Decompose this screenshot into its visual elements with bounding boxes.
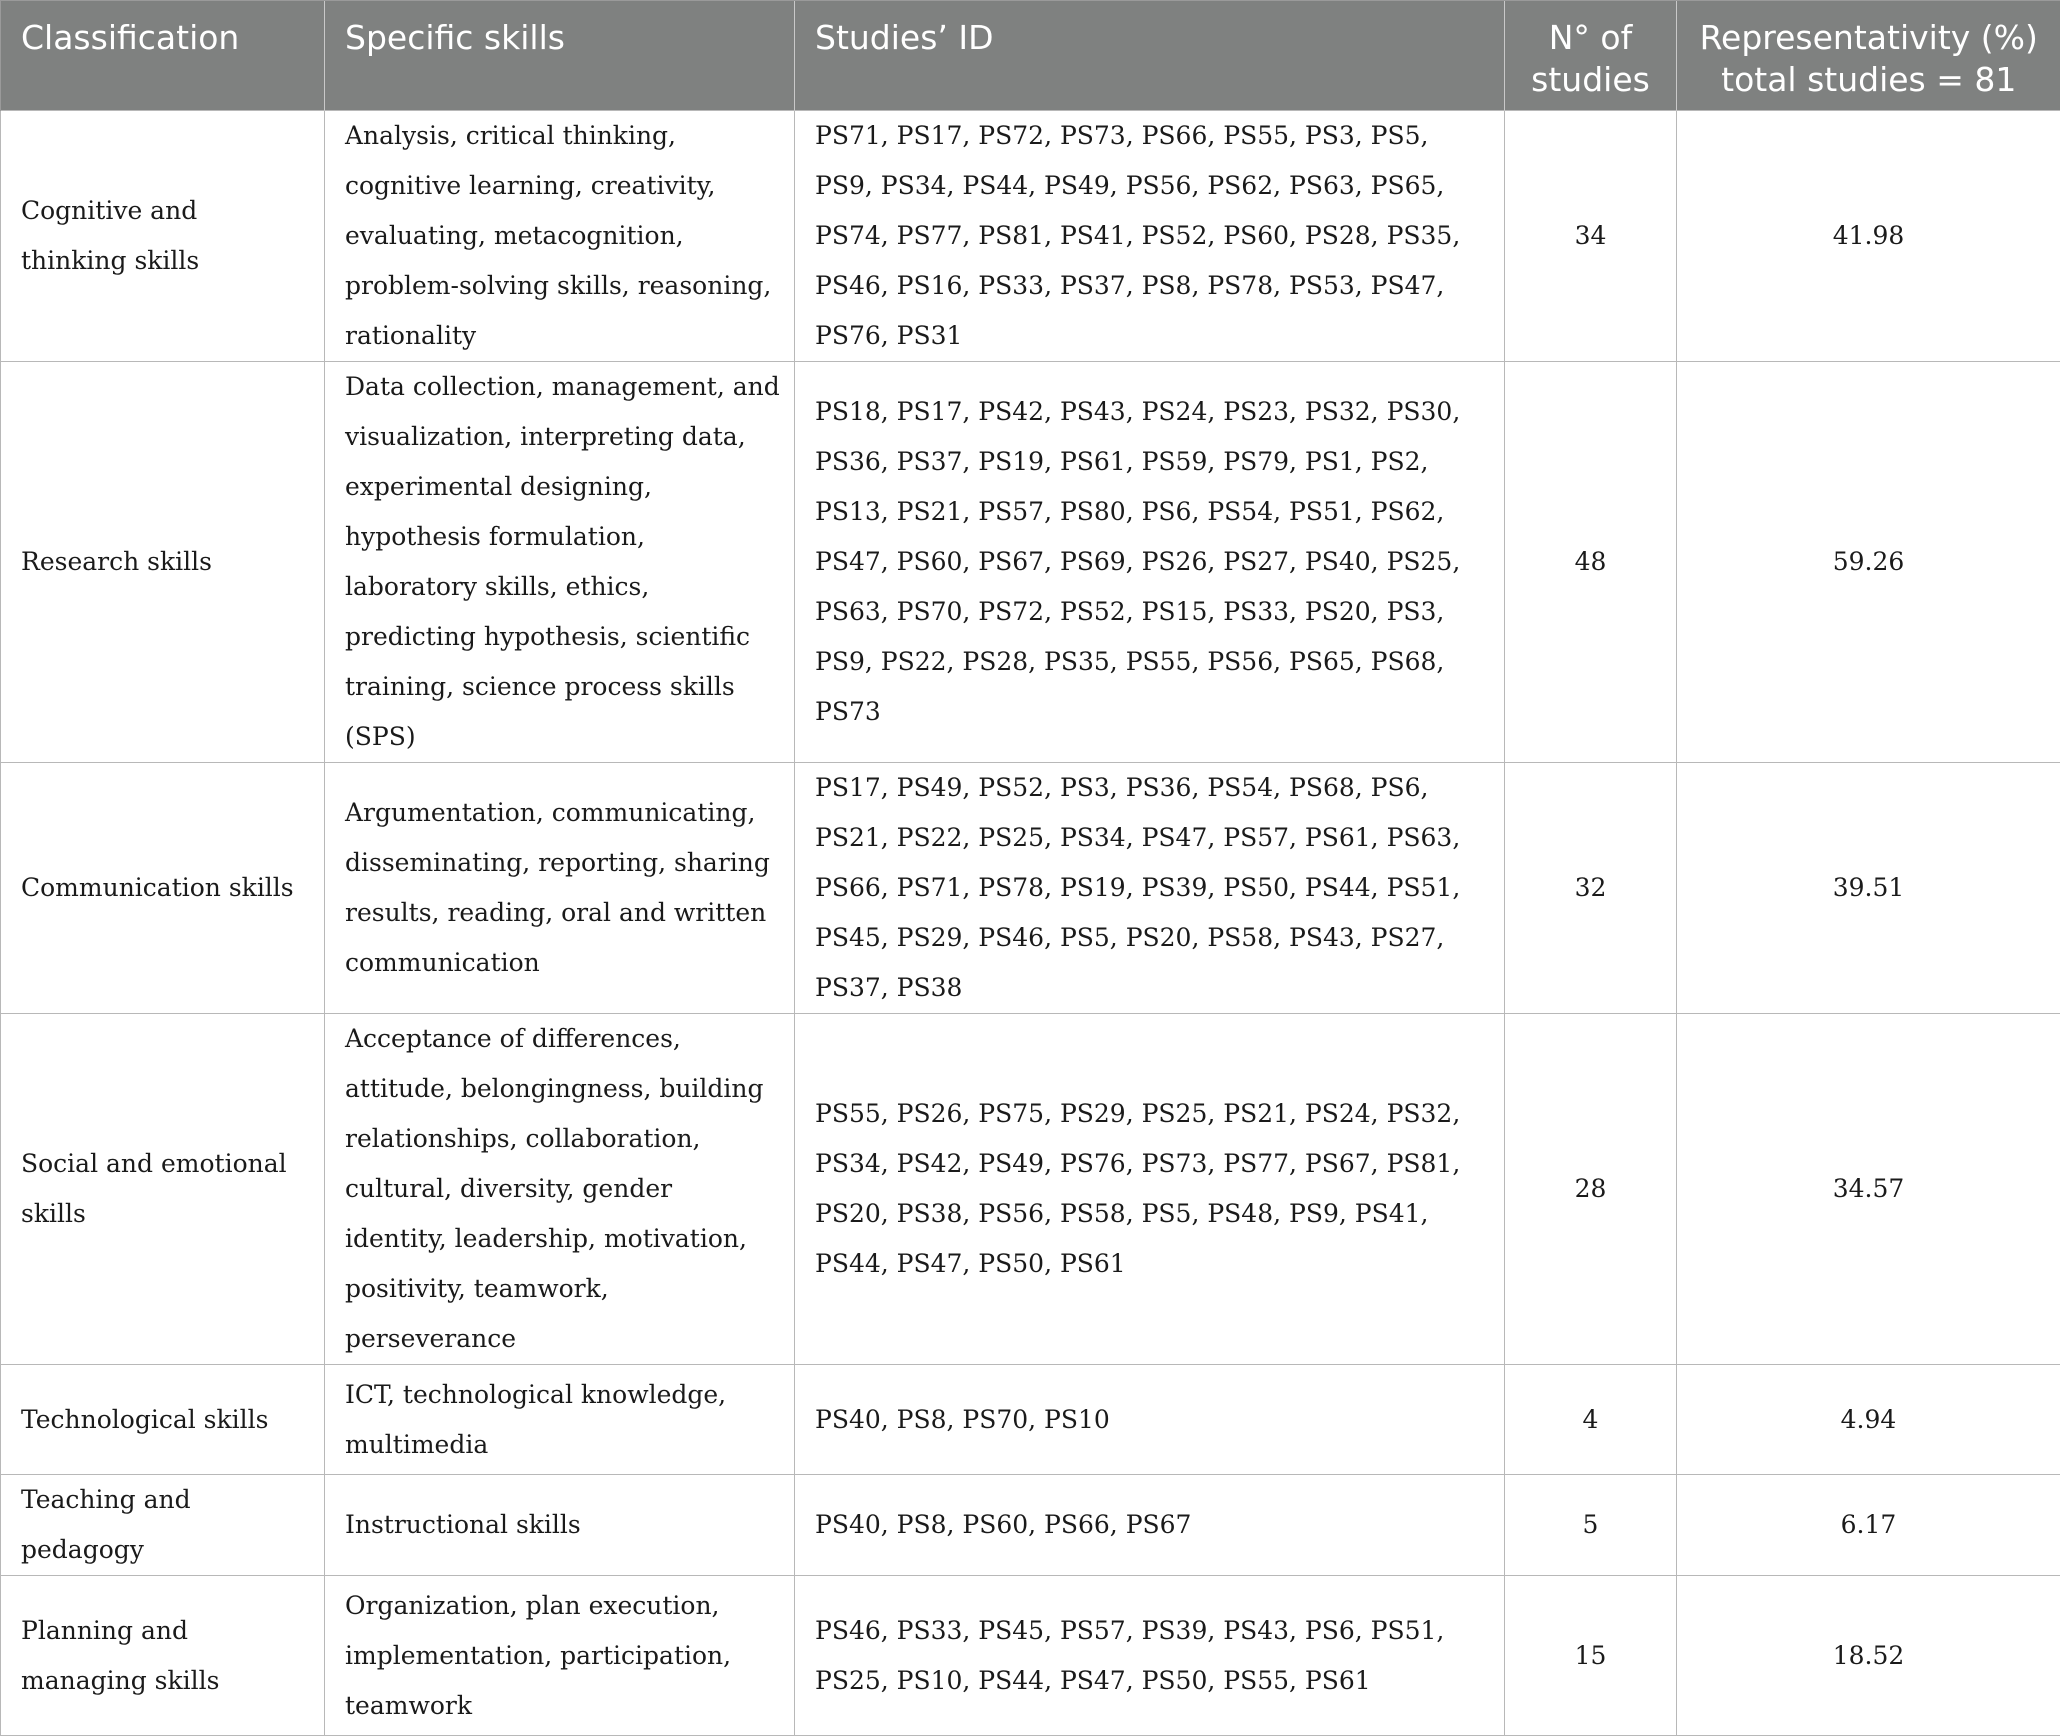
header-n-studies-line2: studies <box>1525 59 1656 101</box>
cell-classification: Social and emotional skills <box>1 1014 325 1365</box>
cell-studies-id: PS17, PS49, PS52, PS3, PS36, PS54, PS68, PS6, PS21, PS22, PS25, PS34, PS47, PS57, PS61, PS63, PS66, PS71, PS78, PS19, PS39, PS50, PS44, PS51, PS45, PS29, PS46, PS5, PS20, PS58, PS43, PS27, PS37, PS38 <box>795 763 1505 1014</box>
cell-specific-skills: Data collection, management, and visualization, interpreting data, experimental designing, hypothesis formulation, laboratory skills, ethics, predicting hypothesis, scientific training, science process skills (SPS) <box>325 362 795 763</box>
cell-n-studies: 28 <box>1505 1014 1677 1365</box>
header-n-studies-line1: N° of <box>1525 17 1656 59</box>
cell-representativity: 18.52 <box>1677 1576 2060 1736</box>
table-row <box>1 1365 2060 1475</box>
cell-specific-skills: Analysis, critical thinking, cognitive learning, creativity, evaluating, metacognition, problem-solving skills, reasoning, rationality <box>325 111 795 362</box>
cell-specific-skills: Organization, plan execution, implementation, participation, teamwork <box>325 1576 795 1736</box>
cell-n-studies: 4 <box>1505 1365 1677 1475</box>
cell-representativity: 39.51 <box>1677 763 2060 1014</box>
cell-studies-id: PS71, PS17, PS72, PS73, PS66, PS55, PS3, PS5, PS9, PS34, PS44, PS49, PS56, PS62, PS63, PS65, PS74, PS77, PS81, PS41, PS52, PS60, PS28, PS35, PS46, PS16, PS33, PS37, PS8, PS78, PS53, PS47, PS76, PS31 <box>795 111 1505 362</box>
table-row <box>1 111 2060 362</box>
header-representativity-line1: Representativity (%) <box>1697 17 2041 59</box>
table-body <box>1 111 2060 1736</box>
cell-representativity: 6.17 <box>1677 1475 2060 1576</box>
cell-specific-skills: Instructional skills <box>325 1475 795 1576</box>
cell-representativity: 34.57 <box>1677 1014 2060 1365</box>
cell-studies-id: PS55, PS26, PS75, PS29, PS25, PS21, PS24, PS32, PS34, PS42, PS49, PS76, PS73, PS77, PS67, PS81, PS20, PS38, PS56, PS58, PS5, PS48, PS9, PS41, PS44, PS47, PS50, PS61 <box>795 1014 1505 1365</box>
cell-studies-id: PS46, PS33, PS45, PS57, PS39, PS43, PS6, PS51, PS25, PS10, PS44, PS47, PS50, PS55, PS61 <box>795 1576 1505 1736</box>
header-specific-skills: Specific skills <box>325 1 795 111</box>
cell-specific-skills: Acceptance of differences, attitude, belongingness, building relationships, collaboration, cultural, diversity, gender identity, leadership, motivation, positivity, teamwork, perseverance <box>325 1014 795 1365</box>
header-row <box>1 1 2060 111</box>
cell-classification: Teaching and pedagogy <box>1 1475 325 1576</box>
cell-representativity: 59.26 <box>1677 362 2060 763</box>
table-row <box>1 1576 2060 1736</box>
cell-specific-skills: ICT, technological knowledge, multimedia <box>325 1365 795 1475</box>
cell-representativity: 4.94 <box>1677 1365 2060 1475</box>
table-row <box>1 362 2060 763</box>
cell-classification: Research skills <box>1 362 325 763</box>
cell-classification: Cognitive and thinking skills <box>1 111 325 362</box>
table-row <box>1 1014 2060 1365</box>
table-row <box>1 1475 2060 1576</box>
cell-n-studies: 5 <box>1505 1475 1677 1576</box>
cell-classification: Planning and managing skills <box>1 1576 325 1736</box>
header-classification: Classification <box>1 1 325 111</box>
table-row <box>1 763 2060 1014</box>
header-representativity <box>1677 1 2060 111</box>
cell-specific-skills: Argumentation, communicating, disseminating, reporting, sharing results, reading, oral and written communication <box>325 763 795 1014</box>
cell-n-studies: 32 <box>1505 763 1677 1014</box>
header-representativity-line2: total studies = 81 <box>1697 59 2041 101</box>
header-n-studies <box>1505 1 1677 111</box>
cell-n-studies: 15 <box>1505 1576 1677 1736</box>
cell-n-studies: 34 <box>1505 111 1677 362</box>
table-header <box>1 1 2060 111</box>
cell-classification: Technological skills <box>1 1365 325 1475</box>
cell-studies-id: PS40, PS8, PS70, PS10 <box>795 1365 1505 1475</box>
cell-representativity: 41.98 <box>1677 111 2060 362</box>
cell-n-studies: 48 <box>1505 362 1677 763</box>
cell-studies-id: PS18, PS17, PS42, PS43, PS24, PS23, PS32, PS30, PS36, PS37, PS19, PS61, PS59, PS79, PS1, PS2, PS13, PS21, PS57, PS80, PS6, PS54, PS51, PS62, PS47, PS60, PS67, PS69, PS26, PS27, PS40, PS25, PS63, PS70, PS72, PS52, PS15, PS33, PS20, PS3, PS9, PS22, PS28, PS35, PS55, PS56, PS65, PS68, PS73 <box>795 362 1505 763</box>
header-studies-id: Studies’ ID <box>795 1 1505 111</box>
cell-studies-id: PS40, PS8, PS60, PS66, PS67 <box>795 1475 1505 1576</box>
cell-classification: Communication skills <box>1 763 325 1014</box>
